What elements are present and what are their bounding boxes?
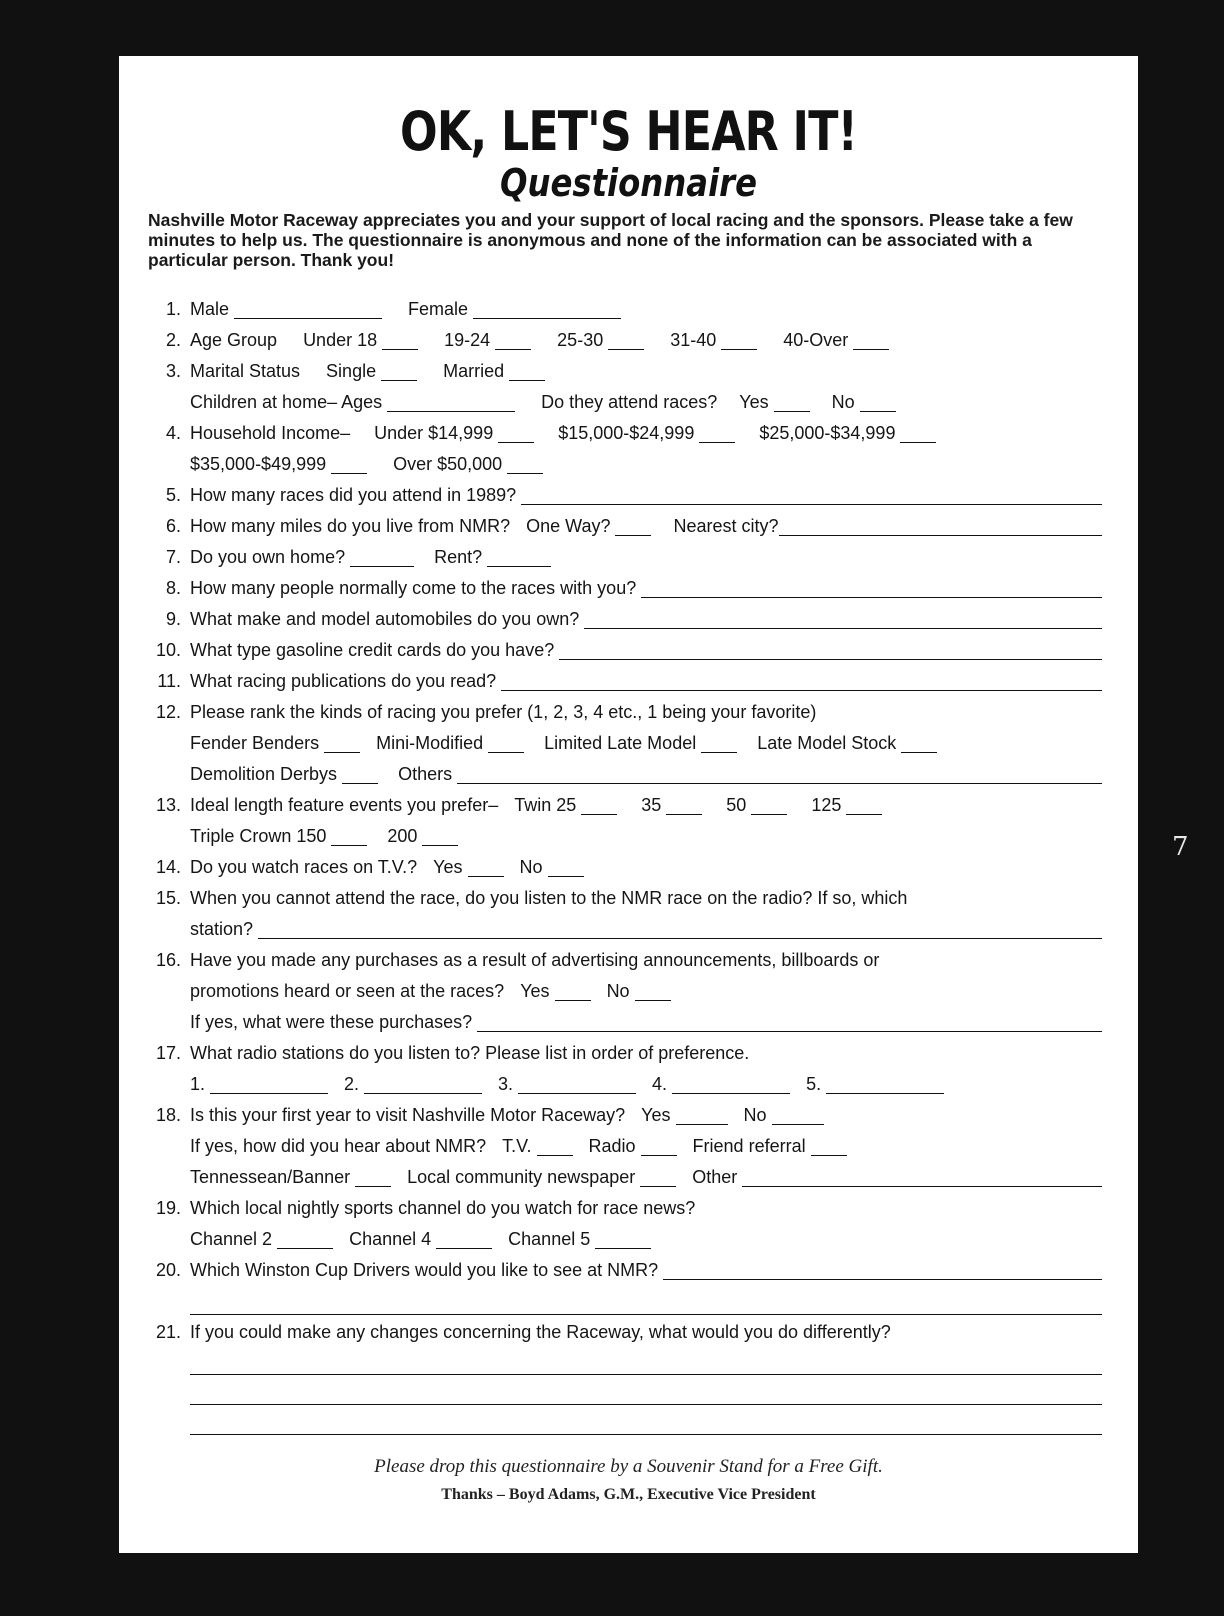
question-number: 13. (155, 795, 181, 815)
question-3 (119, 357, 1138, 385)
twin-25-blank[interactable] (581, 794, 617, 815)
label-local-newspaper: Local community newspaper (407, 1167, 636, 1187)
question-6 (119, 512, 1138, 540)
friend-referral-blank[interactable] (811, 1135, 847, 1156)
limited-late-model-blank[interactable] (701, 732, 737, 753)
single-blank[interactable] (381, 360, 417, 381)
question-number: 21. (155, 1322, 181, 1342)
page-title: OK, LET'S HEAR IT! (400, 100, 857, 163)
label-under-14999: Under $14,999 (374, 423, 494, 443)
label-watch-tv: Do you watch races on T.V.? (190, 857, 418, 877)
label-35000-49999: $35,000-$49,999 (190, 454, 327, 474)
question-17-list (119, 1070, 1138, 1098)
others-blank[interactable] (457, 763, 1102, 784)
label-125: 125 (811, 795, 842, 815)
question-20 (119, 1256, 1138, 1284)
gasoline-cards-blank[interactable] (559, 639, 1102, 660)
question-number: 17. (155, 1043, 181, 1063)
label-people-with-you: How many people normally come to the races with you? (190, 578, 637, 598)
label-25000-34999: $25,000-$34,999 (759, 423, 896, 443)
question-13 (119, 791, 1138, 819)
question-16-what (119, 1008, 1138, 1036)
local-newspaper-blank[interactable] (640, 1166, 676, 1187)
label-radio-stations: What radio stations do you listen to? Please list in order of preference. (190, 1043, 750, 1063)
station-5-blank[interactable] (826, 1073, 944, 1094)
question-15-cont (119, 915, 1138, 943)
people-with-you-blank[interactable] (641, 577, 1102, 598)
label-marital-status: Marital Status (190, 361, 301, 381)
radio-blank[interactable] (641, 1135, 677, 1156)
question-11 (119, 667, 1138, 695)
label-sports-channel: Which local nightly sports channel do you watch for race news? (190, 1198, 696, 1218)
label-radio: Radio (588, 1136, 636, 1156)
first-year-no-blank[interactable] (772, 1104, 824, 1125)
question-16 (119, 946, 1138, 974)
promo-no-blank[interactable] (635, 980, 671, 1001)
question-number: 16. (155, 950, 181, 970)
label-radio-listen: When you cannot attend the race, do you listen to the NMR race on the radio? If so, which (190, 888, 908, 908)
question-number: 7. (165, 547, 181, 567)
label-promotions: promotions heard or seen at the races? (190, 981, 505, 1001)
40-over-blank[interactable] (853, 329, 889, 350)
label-over-50000: Over $50,000 (393, 454, 503, 474)
label-automobiles: What make and model automobiles do you own? (190, 609, 580, 629)
question-14 (119, 853, 1138, 881)
income-3-blank[interactable] (900, 422, 936, 443)
demolition-derbys-blank[interactable] (342, 763, 378, 784)
label-50: 50 (726, 795, 747, 815)
own-home-blank[interactable] (350, 546, 414, 567)
channel-2-blank[interactable] (277, 1228, 333, 1249)
tennessean-blank[interactable] (355, 1166, 391, 1187)
triple-crown-blank[interactable] (331, 825, 367, 846)
under-18-blank[interactable] (382, 329, 418, 350)
children-ages-blank[interactable] (387, 391, 515, 412)
page-subtitle: Questionnaire (500, 161, 757, 205)
question-number: 4. (165, 423, 181, 443)
income-2-blank[interactable] (699, 422, 735, 443)
label-changes: If you could make any changes concerning the Raceway, what would you do differently? (190, 1322, 891, 1342)
income-4-blank[interactable] (331, 453, 367, 474)
station-4-blank[interactable] (672, 1073, 790, 1094)
label-triple-crown: Triple Crown 150 (190, 826, 327, 846)
winston-cup-blank[interactable] (663, 1259, 1102, 1280)
question-17 (119, 1039, 1138, 1067)
label-twin-25: Twin 25 (514, 795, 577, 815)
question-number: 19. (155, 1198, 181, 1218)
attend-yes-blank[interactable] (774, 391, 810, 412)
question-19 (119, 1194, 1138, 1222)
label-children-ages: Children at home– Ages (190, 392, 383, 412)
question-number: 15. (155, 888, 181, 908)
channel-5-blank[interactable] (595, 1228, 651, 1249)
question-number: 9. (165, 609, 181, 629)
label-age-group: Age Group (190, 330, 278, 350)
label-limited-late-model: Limited Late Model (544, 733, 697, 753)
question-8 (119, 574, 1138, 602)
25-30-blank[interactable] (608, 329, 644, 350)
label-channel-4: Channel 4 (349, 1229, 432, 1249)
question-15 (119, 884, 1138, 912)
question-9 (119, 605, 1138, 633)
19-24-blank[interactable] (495, 329, 531, 350)
purchases-blank[interactable] (477, 1011, 1102, 1032)
first-year-yes-blank[interactable] (676, 1104, 728, 1125)
label-rank-5: 5. (806, 1074, 822, 1094)
winston-cup-blank-2[interactable] (190, 1314, 1102, 1315)
label-first-year: Is this your first year to visit Nashville Motor Raceway? (190, 1105, 626, 1125)
label-under-18: Under 18 (303, 330, 378, 350)
questionnaire-sheet (119, 56, 1138, 1553)
question-13-cont (119, 822, 1138, 850)
married-blank[interactable] (509, 360, 545, 381)
label-channel-2: Channel 2 (190, 1229, 273, 1249)
label-no: No (519, 857, 543, 877)
promo-yes-blank[interactable] (555, 980, 591, 1001)
question-number: 10. (155, 640, 181, 660)
label-rank-1: 1. (190, 1074, 206, 1094)
question-number: 6. (165, 516, 181, 536)
label-35: 35 (641, 795, 662, 815)
length-35-blank[interactable] (666, 794, 702, 815)
question-16-cont (119, 977, 1138, 1005)
late-model-stock-blank[interactable] (901, 732, 937, 753)
question-12 (119, 698, 1138, 726)
label-nearest-city: Nearest city? (673, 516, 779, 536)
label-no: No (606, 981, 630, 1001)
label-single: Single (326, 361, 377, 381)
nearest-city-blank[interactable] (779, 515, 1102, 536)
label-late-model-stock: Late Model Stock (757, 733, 897, 753)
question-number: 2. (165, 330, 181, 350)
tv-yes-blank[interactable] (468, 856, 504, 877)
label-yes: Yes (433, 857, 463, 877)
length-125-blank[interactable] (846, 794, 882, 815)
label-racing-publications: What racing publications do you read? (190, 671, 497, 691)
label-rank-4: 4. (652, 1074, 668, 1094)
label-others: Others (398, 764, 453, 784)
label-races-attended: How many races did you attend in 1989? (190, 485, 517, 505)
question-number: 12. (155, 702, 181, 722)
label-married: Married (443, 361, 505, 381)
label-200: 200 (387, 826, 418, 846)
label-yes: Yes (520, 981, 550, 1001)
mini-modified-blank[interactable] (488, 732, 524, 753)
label-own-home: Do you own home? (190, 547, 346, 567)
label-demolition-derbys: Demolition Derbys (190, 764, 338, 784)
question-19-channels (119, 1225, 1138, 1253)
station-1-blank[interactable] (210, 1073, 328, 1094)
label-tv: T.V. (502, 1136, 532, 1156)
attend-no-blank[interactable] (860, 391, 896, 412)
label-no: No (743, 1105, 767, 1125)
question-18-how (119, 1132, 1138, 1160)
question-number: 3. (165, 361, 181, 381)
label-40-over: 40-Over (783, 330, 849, 350)
label-other: Other (692, 1167, 738, 1187)
racing-publications-blank[interactable] (501, 670, 1102, 691)
question-number: 5. (165, 485, 181, 505)
label-household-income: Household Income– (190, 423, 351, 443)
label-rank-2: 2. (344, 1074, 360, 1094)
tv-blank[interactable] (537, 1135, 573, 1156)
length-50-blank[interactable] (751, 794, 787, 815)
label-31-40: 31-40 (670, 330, 717, 350)
station-2-blank[interactable] (364, 1073, 482, 1094)
changes-blank-1[interactable] (190, 1374, 1102, 1375)
label-female: Female (408, 299, 469, 319)
label-rent: Rent? (434, 547, 483, 567)
station-3-blank[interactable] (518, 1073, 636, 1094)
tv-no-blank[interactable] (548, 856, 584, 877)
page-number: 7 (1172, 832, 1189, 862)
question-4-cont (119, 450, 1138, 478)
label-ideal-length: Ideal length feature events you prefer– (190, 795, 499, 815)
question-number: 1. (165, 299, 181, 319)
question-4 (119, 419, 1138, 447)
label-attend-races: Do they attend races? (541, 392, 718, 412)
male-blank[interactable] (234, 298, 382, 319)
female-blank[interactable] (473, 298, 621, 319)
automobiles-blank[interactable] (584, 608, 1102, 629)
label-male: Male (190, 299, 230, 319)
changes-blank-2[interactable] (190, 1404, 1102, 1405)
label-no: No (831, 392, 855, 412)
other-blank[interactable] (742, 1166, 1102, 1187)
channel-4-blank[interactable] (436, 1228, 492, 1249)
question-1 (119, 295, 1138, 323)
intro-text: Nashville Motor Raceway appreciates you and your support of local racing and the sponsors. Please take a few minutes to help us. The questionnaire is anonymous and none of the information can be associated with a particular person. Thank you! (148, 210, 1073, 270)
question-12-others (119, 760, 1138, 788)
question-12-options (119, 729, 1138, 757)
question-5 (119, 481, 1138, 509)
label-tennessean-banner: Tennessean/Banner (190, 1167, 351, 1187)
label-miles-from-nmr: How many miles do you live from NMR? (190, 516, 511, 536)
question-number: 11. (157, 671, 181, 691)
fender-benders-blank[interactable] (324, 732, 360, 753)
one-way-blank[interactable] (615, 515, 651, 536)
label-station: station? (190, 919, 254, 939)
label-yes: Yes (641, 1105, 671, 1125)
31-40-blank[interactable] (721, 329, 757, 350)
footer-note: Please drop this questionnaire by a Souvenir Stand for a Free Gift. (374, 1456, 883, 1477)
label-channel-5: Channel 5 (508, 1229, 591, 1249)
station-blank[interactable] (258, 918, 1102, 939)
label-gasoline-cards: What type gasoline credit cards do you have? (190, 640, 555, 660)
label-purchases: Have you made any purchases as a result of advertising announcements, billboards or (190, 950, 880, 970)
label-yes: Yes (739, 392, 769, 412)
question-7 (119, 543, 1138, 571)
question-10 (119, 636, 1138, 664)
footer-thanks: Thanks – Boyd Adams, G.M., Executive Vice President (441, 1486, 816, 1503)
label-one-way: One Way? (526, 516, 611, 536)
question-number: 20. (155, 1260, 181, 1280)
question-number: 8. (165, 578, 181, 598)
label-25-30: 25-30 (557, 330, 604, 350)
income-5-blank[interactable] (507, 453, 543, 474)
question-21 (119, 1318, 1138, 1346)
question-number: 18. (155, 1105, 181, 1125)
label-winston-cup: Which Winston Cup Drivers would you like to see at NMR? (190, 1260, 659, 1280)
label-how-hear: If yes, how did you hear about NMR? (190, 1136, 487, 1156)
question-2 (119, 326, 1138, 354)
label-19-24: 19-24 (444, 330, 491, 350)
label-15000-24999: $15,000-$24,999 (558, 423, 695, 443)
income-1-blank[interactable] (498, 422, 534, 443)
label-mini-modified: Mini-Modified (376, 733, 484, 753)
rent-blank[interactable] (487, 546, 551, 567)
label-rank-racing: Please rank the kinds of racing you prefer (1, 2, 3, 4 etc., 1 being your favorite) (190, 702, 817, 722)
label-rank-3: 3. (498, 1074, 514, 1094)
label-what-purchases: If yes, what were these purchases? (190, 1012, 473, 1032)
races-attended-blank[interactable] (521, 484, 1102, 505)
question-18-media (119, 1163, 1138, 1191)
label-fender-benders: Fender Benders (190, 733, 320, 753)
question-18 (119, 1101, 1138, 1129)
length-200-blank[interactable] (422, 825, 458, 846)
question-3-children (119, 388, 1138, 416)
changes-blank-3[interactable] (190, 1434, 1102, 1435)
label-friend-referral: Friend referral (692, 1136, 806, 1156)
question-number: 14. (155, 857, 181, 877)
